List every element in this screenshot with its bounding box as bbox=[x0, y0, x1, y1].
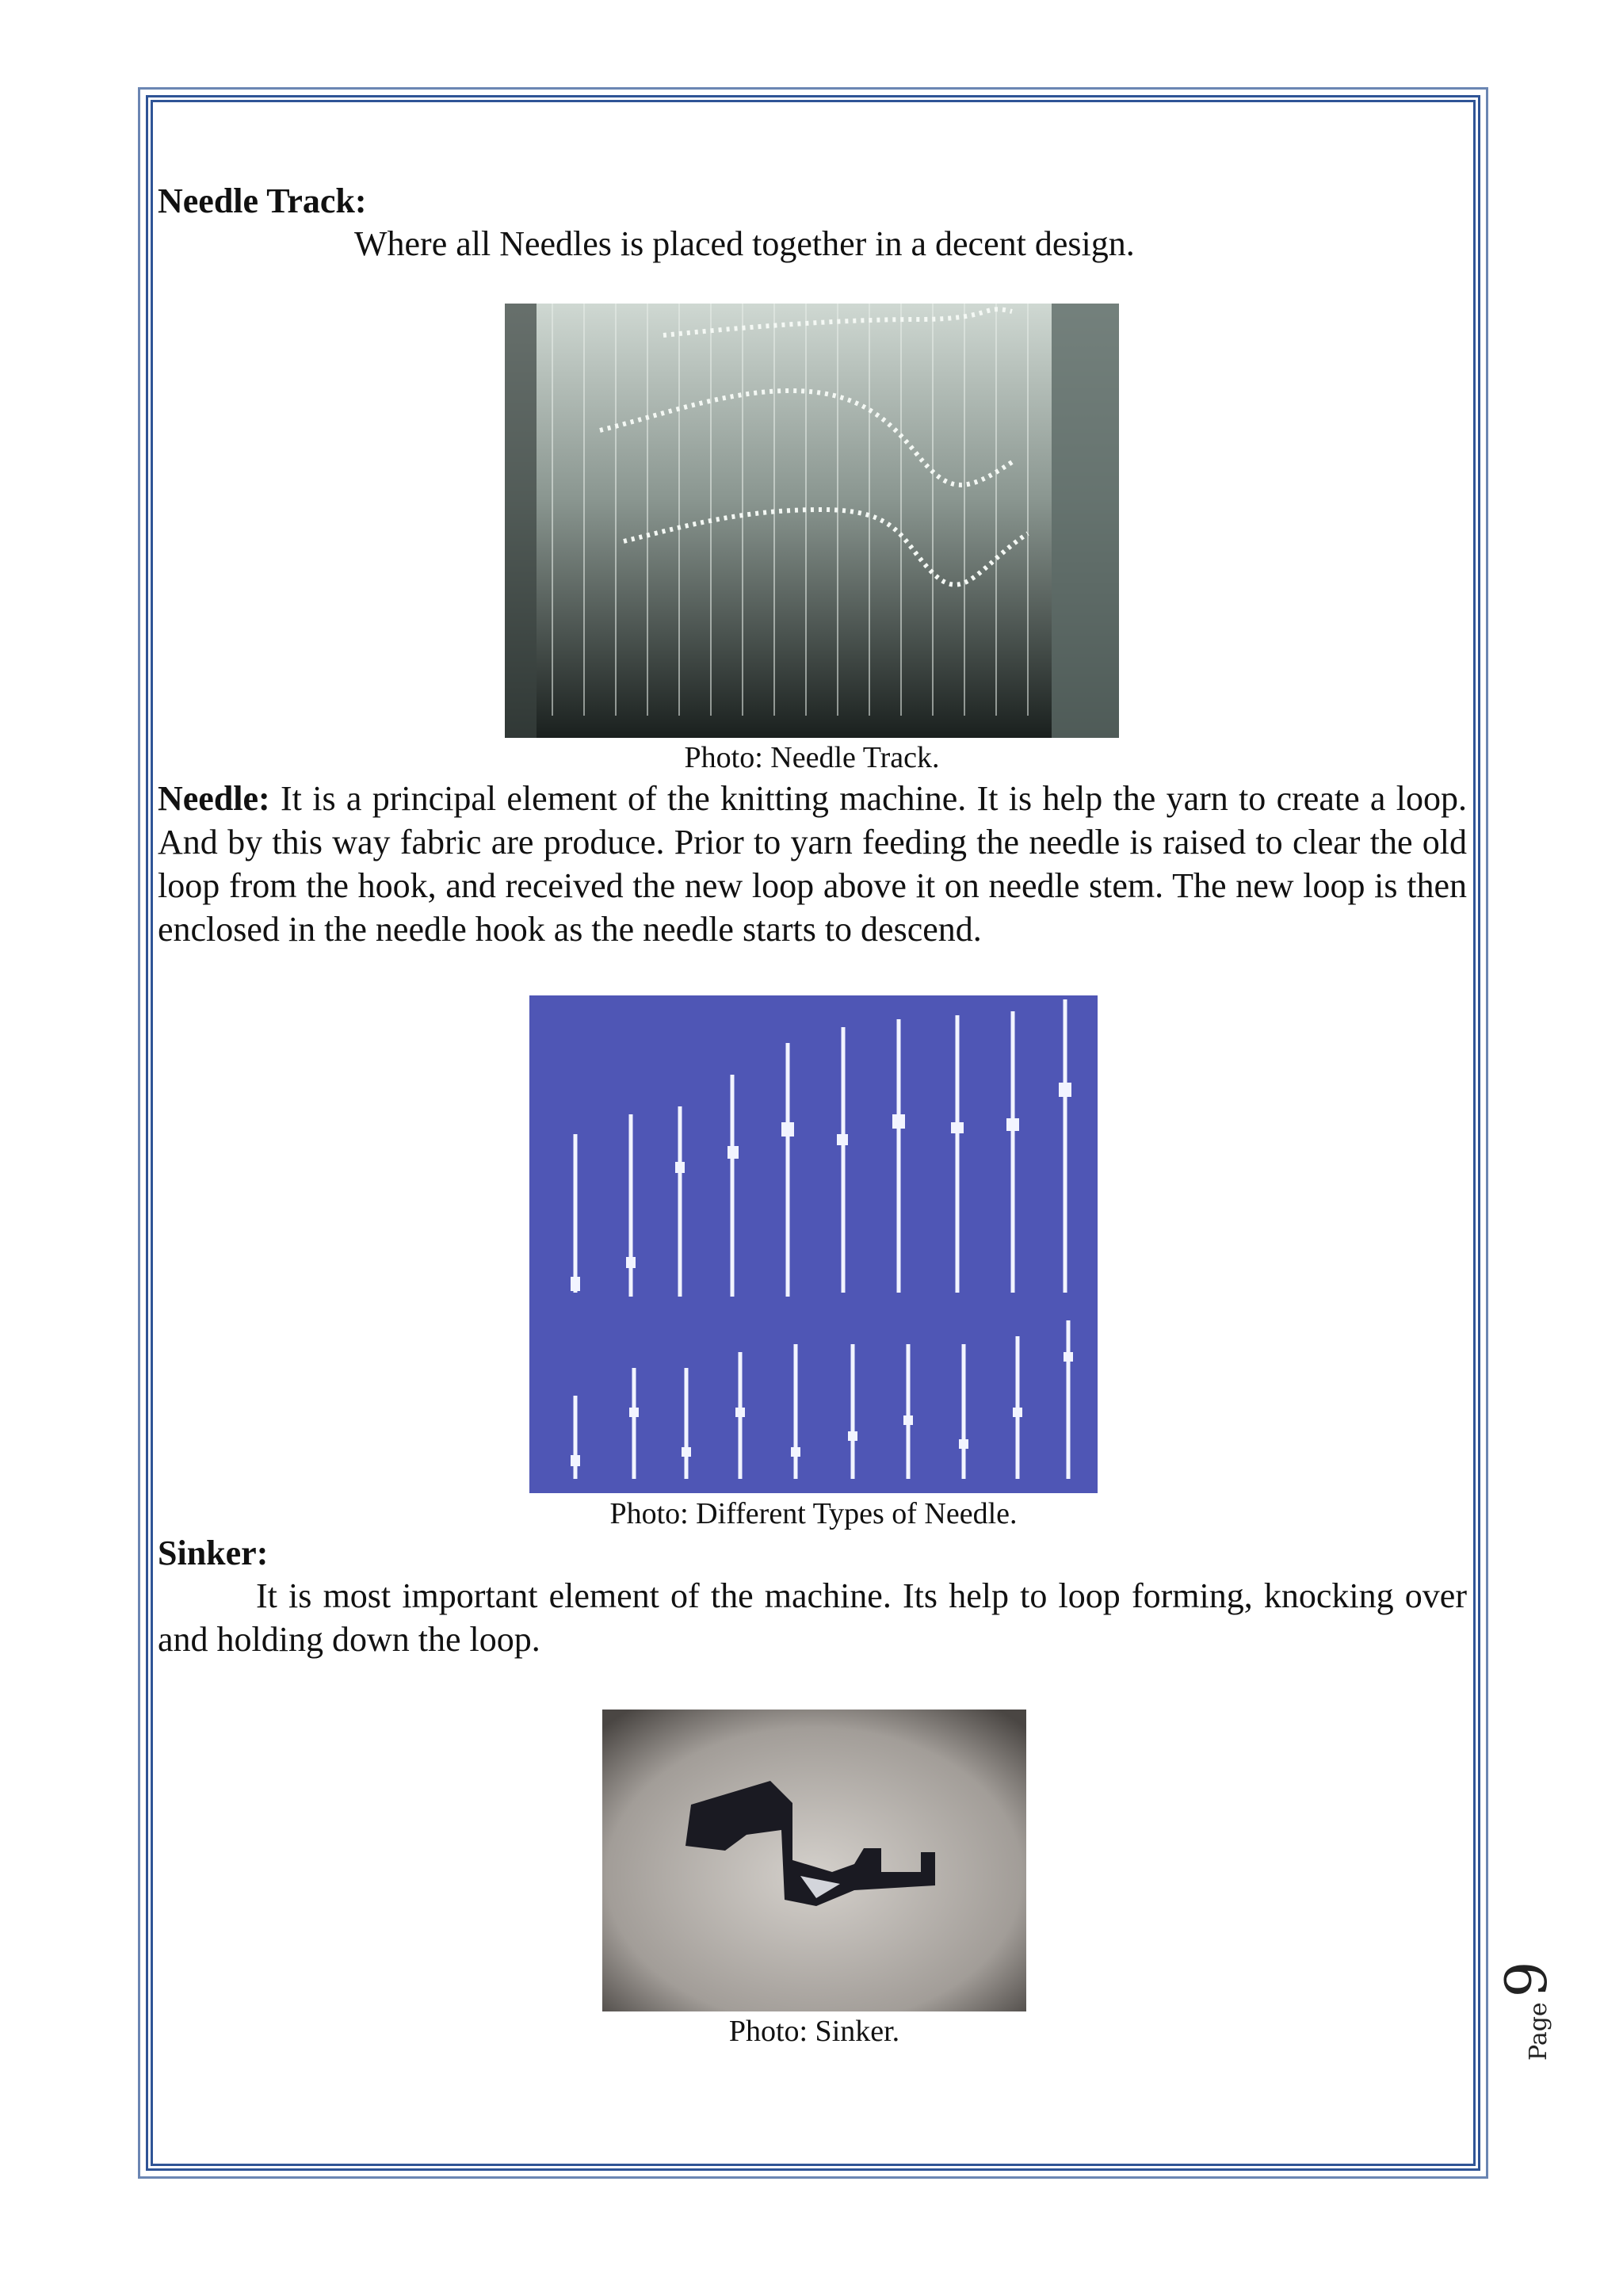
needle-types-caption: Photo: Different Types of Needle. bbox=[609, 1497, 1018, 1530]
sinker-caption: Photo: Sinker. bbox=[728, 2015, 900, 2048]
needle-paragraph bbox=[158, 777, 1467, 951]
needle-types-photo bbox=[529, 995, 1098, 1493]
sinker-heading: Sinker: bbox=[158, 1534, 269, 1572]
needle-track-body: Where all Needles is placed together in a decent design. bbox=[354, 224, 1135, 263]
needle-heading: Needle: bbox=[158, 779, 270, 818]
sinker-photo bbox=[602, 1710, 1026, 2011]
needle-track-heading: Needle Track: bbox=[158, 181, 367, 220]
page-number-value: 9 bbox=[1493, 1961, 1560, 1998]
page-label: Page bbox=[1525, 2002, 1552, 2061]
needle-track-photo bbox=[505, 304, 1119, 738]
sinker-body: It is most important element of the machine. Its help to loop forming, knocking over and holding down the loop. bbox=[158, 1576, 1467, 1659]
page-number bbox=[1493, 1878, 1564, 2061]
needle-body: It is a principal element of the knitting machine. It is help the yarn to create a loop. And by this way fabric are produce. Prior to yarn feeding the needle is raised to clear the old loop from the hook, and received the new loop above it on needle stem. The new loop is then enclosed in the needle hook as the needle starts to descend. bbox=[158, 779, 1467, 949]
needle-track-caption: Photo: Needle Track. bbox=[684, 741, 940, 774]
